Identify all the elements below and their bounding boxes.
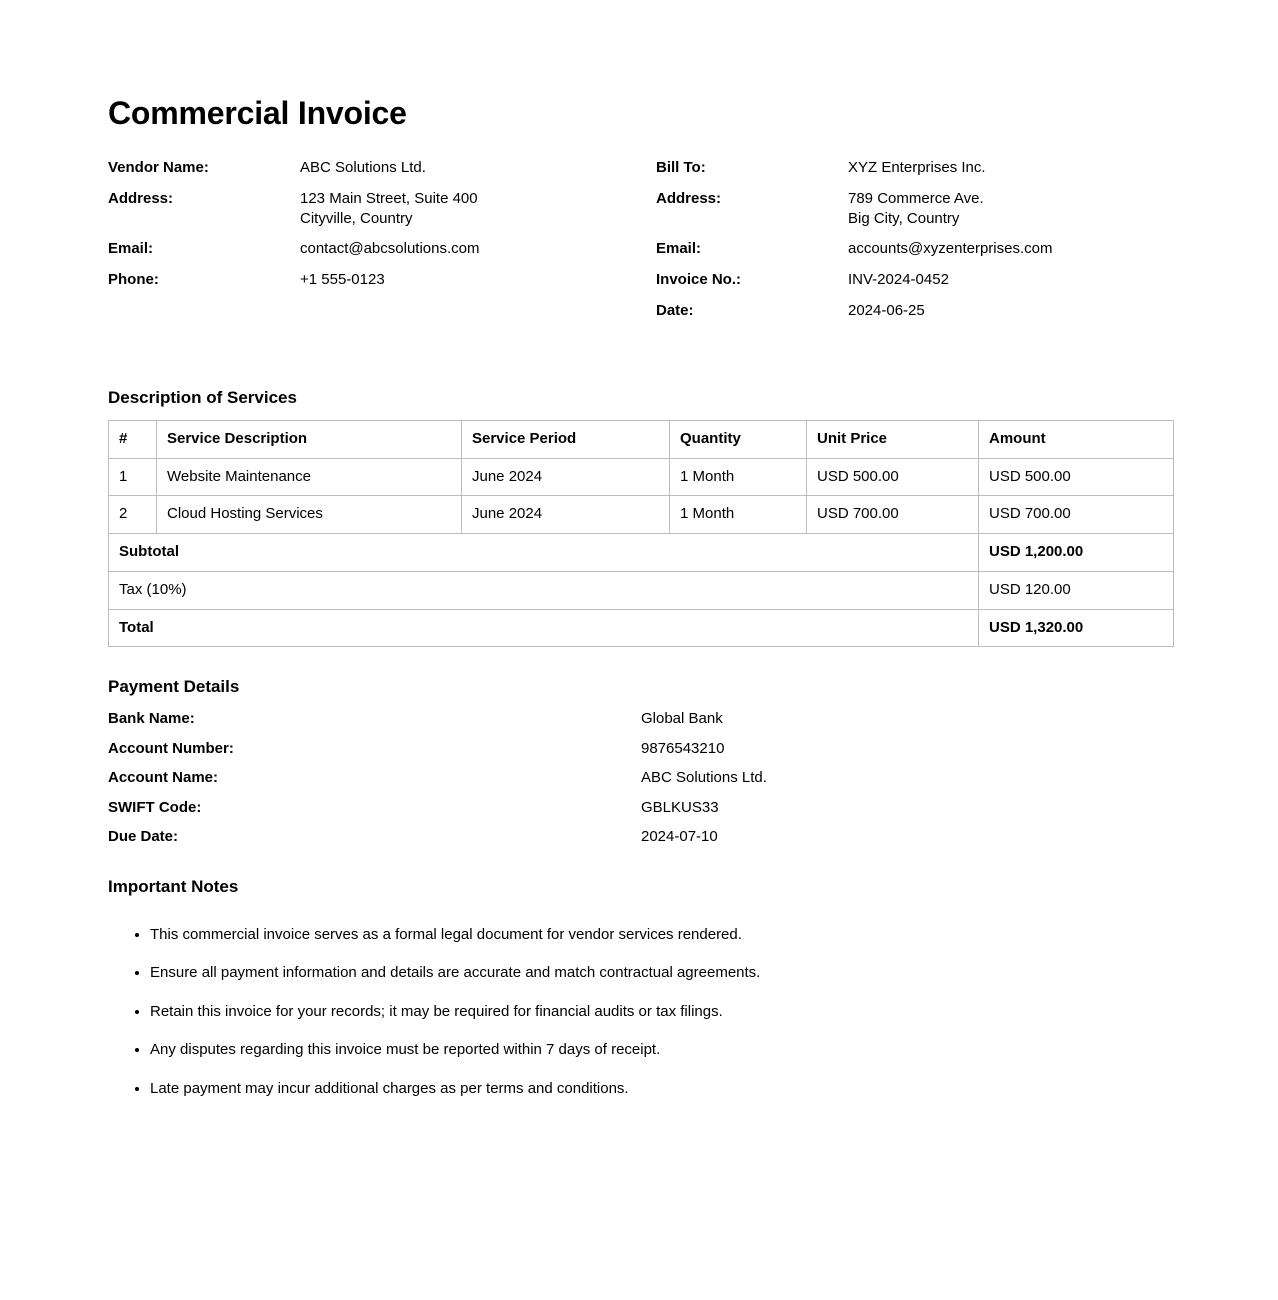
cell-quantity: 1 Month: [670, 496, 807, 534]
account-name-label: Account Name:: [108, 769, 219, 787]
invoice-date-row: [656, 301, 1204, 321]
col-header-number: #: [109, 420, 157, 458]
due-date-label: Due Date:: [108, 828, 179, 846]
vendor-email-row: [108, 239, 656, 259]
services-heading: Description of Services: [108, 387, 297, 407]
billto-address-label: Address:: [656, 189, 722, 207]
due-date-row: [108, 827, 1173, 847]
cell-amount: USD 500.00: [979, 458, 1174, 496]
billto-email-row: [656, 239, 1204, 259]
notes-heading: Important Notes: [108, 876, 239, 896]
cell-description: Website Maintenance: [157, 458, 462, 496]
list-item: • Ensure all payment information and details are accurate and match contractual agreements.: [150, 963, 1173, 983]
account-name-value: ABC Solutions Ltd.: [641, 769, 767, 787]
billto-details: [656, 158, 1204, 332]
bank-name-label: Bank Name:: [108, 710, 195, 728]
total-value: USD 1,320.00: [979, 609, 1174, 647]
cell-amount: USD 700.00: [979, 496, 1174, 534]
list-item: • Retain this invoice for your records; it may be required for financial audits or tax filings.: [150, 1002, 1173, 1022]
payment-heading: Payment Details: [108, 677, 240, 697]
cell-description: Cloud Hosting Services: [157, 496, 462, 534]
col-header-description: Service Description: [157, 420, 462, 458]
services-table: [108, 420, 1174, 648]
bank-name-value: Global Bank: [641, 710, 723, 728]
payment-details: [108, 709, 1173, 847]
billto-address-value: [848, 189, 984, 229]
cell-number: 1: [109, 458, 157, 496]
swift-code-label: SWIFT Code:: [108, 798, 202, 816]
tax-row: [109, 571, 1174, 609]
billto-name-row: [656, 158, 1204, 178]
invoice-number-value: INV-2024-0452: [848, 271, 949, 289]
account-number-row: [108, 739, 1173, 759]
col-header-amount: Amount: [979, 420, 1174, 458]
cell-number: 2: [109, 496, 157, 534]
col-header-quantity: Quantity: [670, 420, 807, 458]
swift-code-row: [108, 798, 1173, 818]
notes-list: [108, 925, 1173, 1099]
due-date-value: 2024-07-10: [641, 828, 718, 846]
cell-period: June 2024: [462, 458, 670, 496]
total-label: Total: [109, 609, 979, 647]
cell-unit-price: USD 700.00: [807, 496, 979, 534]
billto-label: Bill To:: [656, 159, 706, 176]
invoice-date-value: 2024-06-25: [848, 301, 925, 319]
billto-name-value: XYZ Enterprises Inc.: [848, 159, 986, 176]
subtotal-value: USD 1,200.00: [979, 534, 1174, 572]
account-name-row: [108, 768, 1173, 788]
table-row: [109, 458, 1174, 496]
table-row: [109, 496, 1174, 534]
invoice-number-label: Invoice No.:: [656, 271, 742, 289]
list-item: • This commercial invoice serves as a formal legal document for vendor services rendered.: [150, 925, 1173, 945]
invoice-number-row: [656, 270, 1204, 290]
vendor-name-label: Vendor Name:: [108, 159, 209, 176]
invoice-date-label: Date:: [656, 301, 694, 319]
vendor-address-row: [108, 189, 656, 229]
subtotal-label: Subtotal: [109, 534, 979, 572]
account-number-label: Account Number:: [108, 739, 234, 757]
cell-period: June 2024: [462, 496, 670, 534]
vendor-address-value: [300, 189, 478, 229]
billto-email-value: accounts@xyzenterprises.com: [848, 240, 1053, 258]
col-header-period: Service Period: [462, 420, 670, 458]
vendor-name-value: ABC Solutions Ltd.: [300, 159, 426, 176]
total-row: [109, 609, 1174, 647]
vendor-phone-label: Phone:: [108, 271, 159, 289]
subtotal-row: [109, 534, 1174, 572]
col-header-unit-price: Unit Price: [807, 420, 979, 458]
tax-value: USD 120.00: [979, 571, 1174, 609]
vendor-phone-row: [108, 270, 656, 290]
tax-label: Tax (10%): [109, 571, 979, 609]
vendor-address-label: Address:: [108, 189, 174, 207]
list-item: • Any disputes regarding this invoice must be reported within 7 days of receipt.: [150, 1040, 1173, 1060]
bank-name-row: [108, 709, 1173, 729]
parties-block: [108, 158, 1173, 332]
page-title: Commercial Invoice: [108, 95, 407, 131]
billto-email-label: Email:: [656, 240, 702, 258]
billto-address-line2: Big City, Country: [848, 209, 960, 227]
vendor-address-line2: Cityville, Country: [300, 209, 413, 227]
cell-unit-price: USD 500.00: [807, 458, 979, 496]
list-item: • Late payment may incur additional charges as per terms and conditions.: [150, 1079, 1173, 1099]
billto-address-line1: 789 Commerce Ave.: [848, 189, 984, 207]
vendor-email-value: contact@abcsolutions.com: [300, 240, 480, 258]
vendor-email-label: Email:: [108, 240, 154, 258]
swift-code-value: GBLKUS33: [641, 798, 719, 816]
billto-address-row: [656, 189, 1204, 229]
vendor-name-row: [108, 158, 656, 178]
cell-quantity: 1 Month: [670, 458, 807, 496]
table-header-row: [109, 420, 1174, 458]
account-number-value: 9876543210: [641, 739, 725, 757]
vendor-phone-value: +1 555-0123: [300, 271, 385, 289]
vendor-details: [108, 158, 656, 332]
vendor-address-line1: 123 Main Street, Suite 400: [300, 189, 478, 207]
